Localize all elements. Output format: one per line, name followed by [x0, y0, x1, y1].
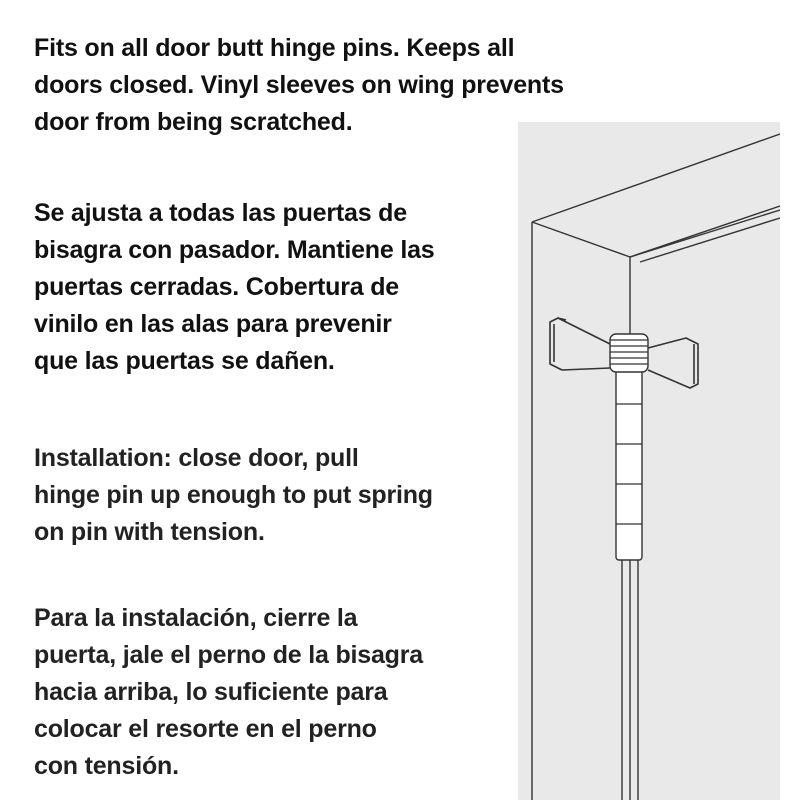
- english-description: [34, 30, 564, 141]
- english-installation: [34, 440, 433, 551]
- spanish-description: [34, 195, 434, 380]
- left-spring-wing: [550, 318, 610, 370]
- door-spring-illustration: [518, 122, 780, 800]
- door-frame-inner-line: [640, 218, 780, 262]
- text-line: bisagra con pasador. Mantiene las: [34, 236, 435, 264]
- text-line: colocar el resorte en el perno: [34, 715, 377, 743]
- text-line: on pin with tension.: [34, 518, 265, 546]
- text-line: door from being scratched.: [34, 108, 353, 136]
- text-line: con tensión.: [34, 752, 179, 780]
- text-line: doors closed. Vinyl sleeves on wing prevents: [34, 71, 564, 99]
- text-line: puerta, jale el perno de la bisagra: [34, 641, 423, 669]
- right-spring-wing: [648, 338, 698, 388]
- text-line: que las puertas se dañen.: [34, 347, 335, 375]
- door-frame-inner-top: [630, 210, 780, 257]
- text-line: Installation: close door, pull: [34, 444, 359, 472]
- text-line: Se ajusta a todas las puertas de: [34, 199, 407, 227]
- text-line: vinilo en las alas para prevenir: [34, 310, 392, 338]
- door-frame-outer: [532, 134, 780, 222]
- text-line: Para la instalación, cierre la: [34, 604, 358, 632]
- text-line: puertas cerradas. Cobertura de: [34, 273, 399, 301]
- text-line: hinge pin up enough to put spring: [34, 481, 433, 509]
- text-line: hacia arriba, lo suficiente para: [34, 678, 388, 706]
- text-line: Fits on all door butt hinge pins. Keeps all: [34, 34, 515, 62]
- spanish-installation: [34, 600, 423, 785]
- hinge-barrel: [616, 370, 642, 560]
